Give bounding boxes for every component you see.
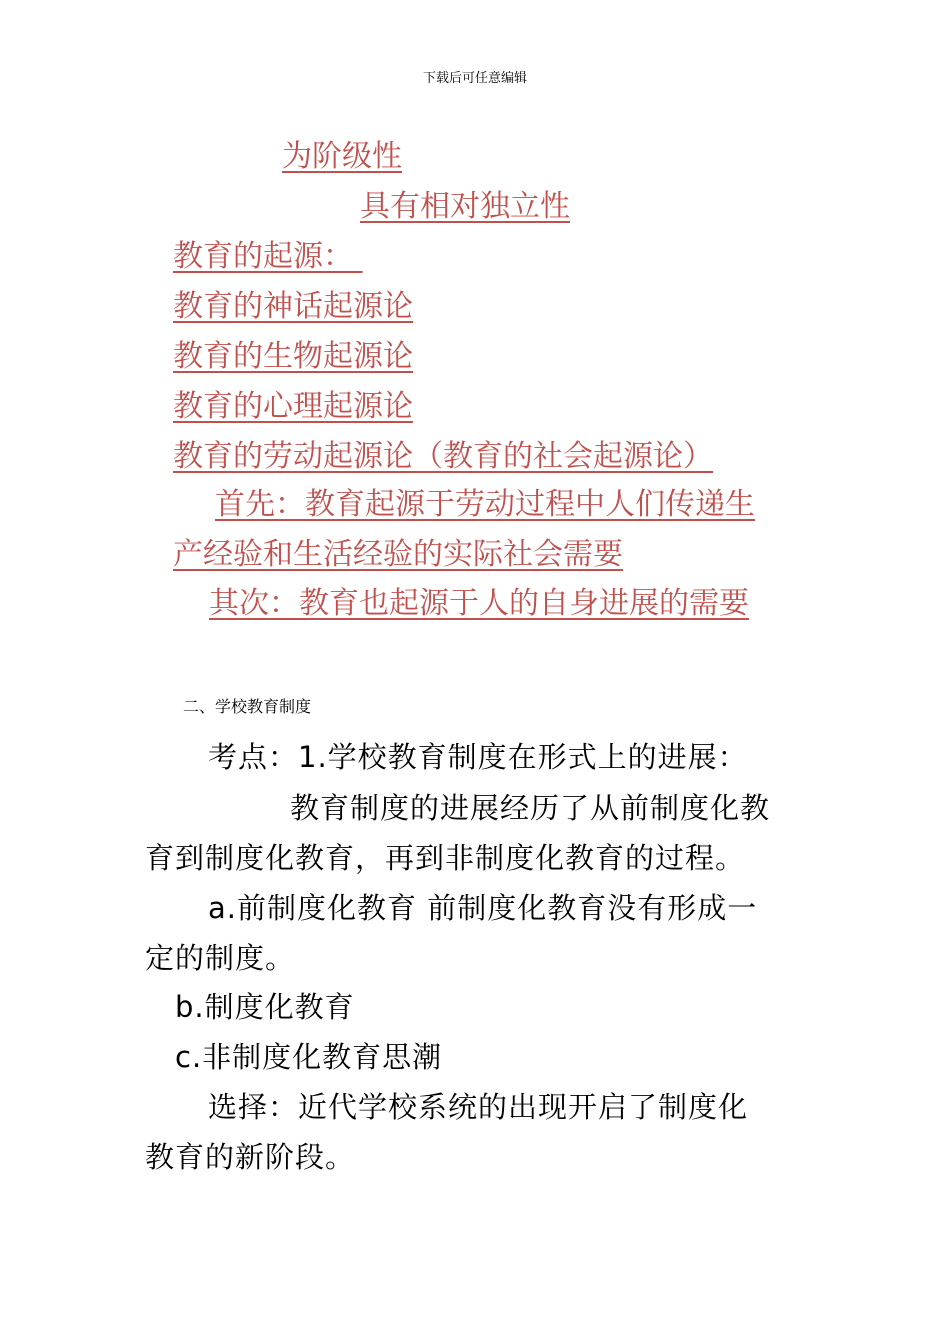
red-line-firstly-cont: 产经验和生活经验的实际社会需要 — [173, 537, 623, 572]
red-line-firstly: 首先：教育起源于劳动过程中人们传递生 — [215, 487, 755, 522]
red-line-psychological-origin: 教育的心理起源论 — [173, 389, 413, 424]
red-line-myth-origin: 教育的神话起源论 — [173, 289, 413, 324]
item-a-line1: a.前制度化教育 前制度化教育没有形成一 — [208, 891, 758, 925]
para1-line1: 教育制度的进展经历了从前制度化教 — [290, 791, 771, 825]
item-b: b.制度化教育 — [175, 990, 355, 1024]
kaodian-line: 考点：1.学校教育制度在形式上的进展： — [208, 740, 748, 774]
red-line-biological-origin: 教育的生物起源论 — [173, 339, 413, 374]
red-line-class-nature: 为阶级性 — [282, 139, 402, 174]
red-line-labor-origin: 教育的劳动起源论（教育的社会起源论） — [173, 439, 713, 474]
section-title: 二、学校教育制度 — [183, 697, 312, 716]
page-header: 下载后可任意编辑 — [422, 71, 527, 86]
item-a-line2: 定的制度。 — [145, 941, 296, 975]
choice-line2: 教育的新阶段。 — [145, 1140, 356, 1174]
red-line-relative-independence: 具有相对独立性 — [360, 189, 570, 224]
item-c: c.非制度化教育思潮 — [175, 1040, 443, 1074]
red-line-secondly: 其次：教育也起源于人的自身进展的需要 — [209, 586, 749, 621]
para1-line2: 育到制度化教育，再到非制度化教育的过程。 — [145, 841, 746, 875]
red-line-origin-heading: 教育的起源： — [173, 239, 353, 274]
choice-line1: 选择：近代学校系统的出现开启了制度化 — [208, 1090, 749, 1124]
